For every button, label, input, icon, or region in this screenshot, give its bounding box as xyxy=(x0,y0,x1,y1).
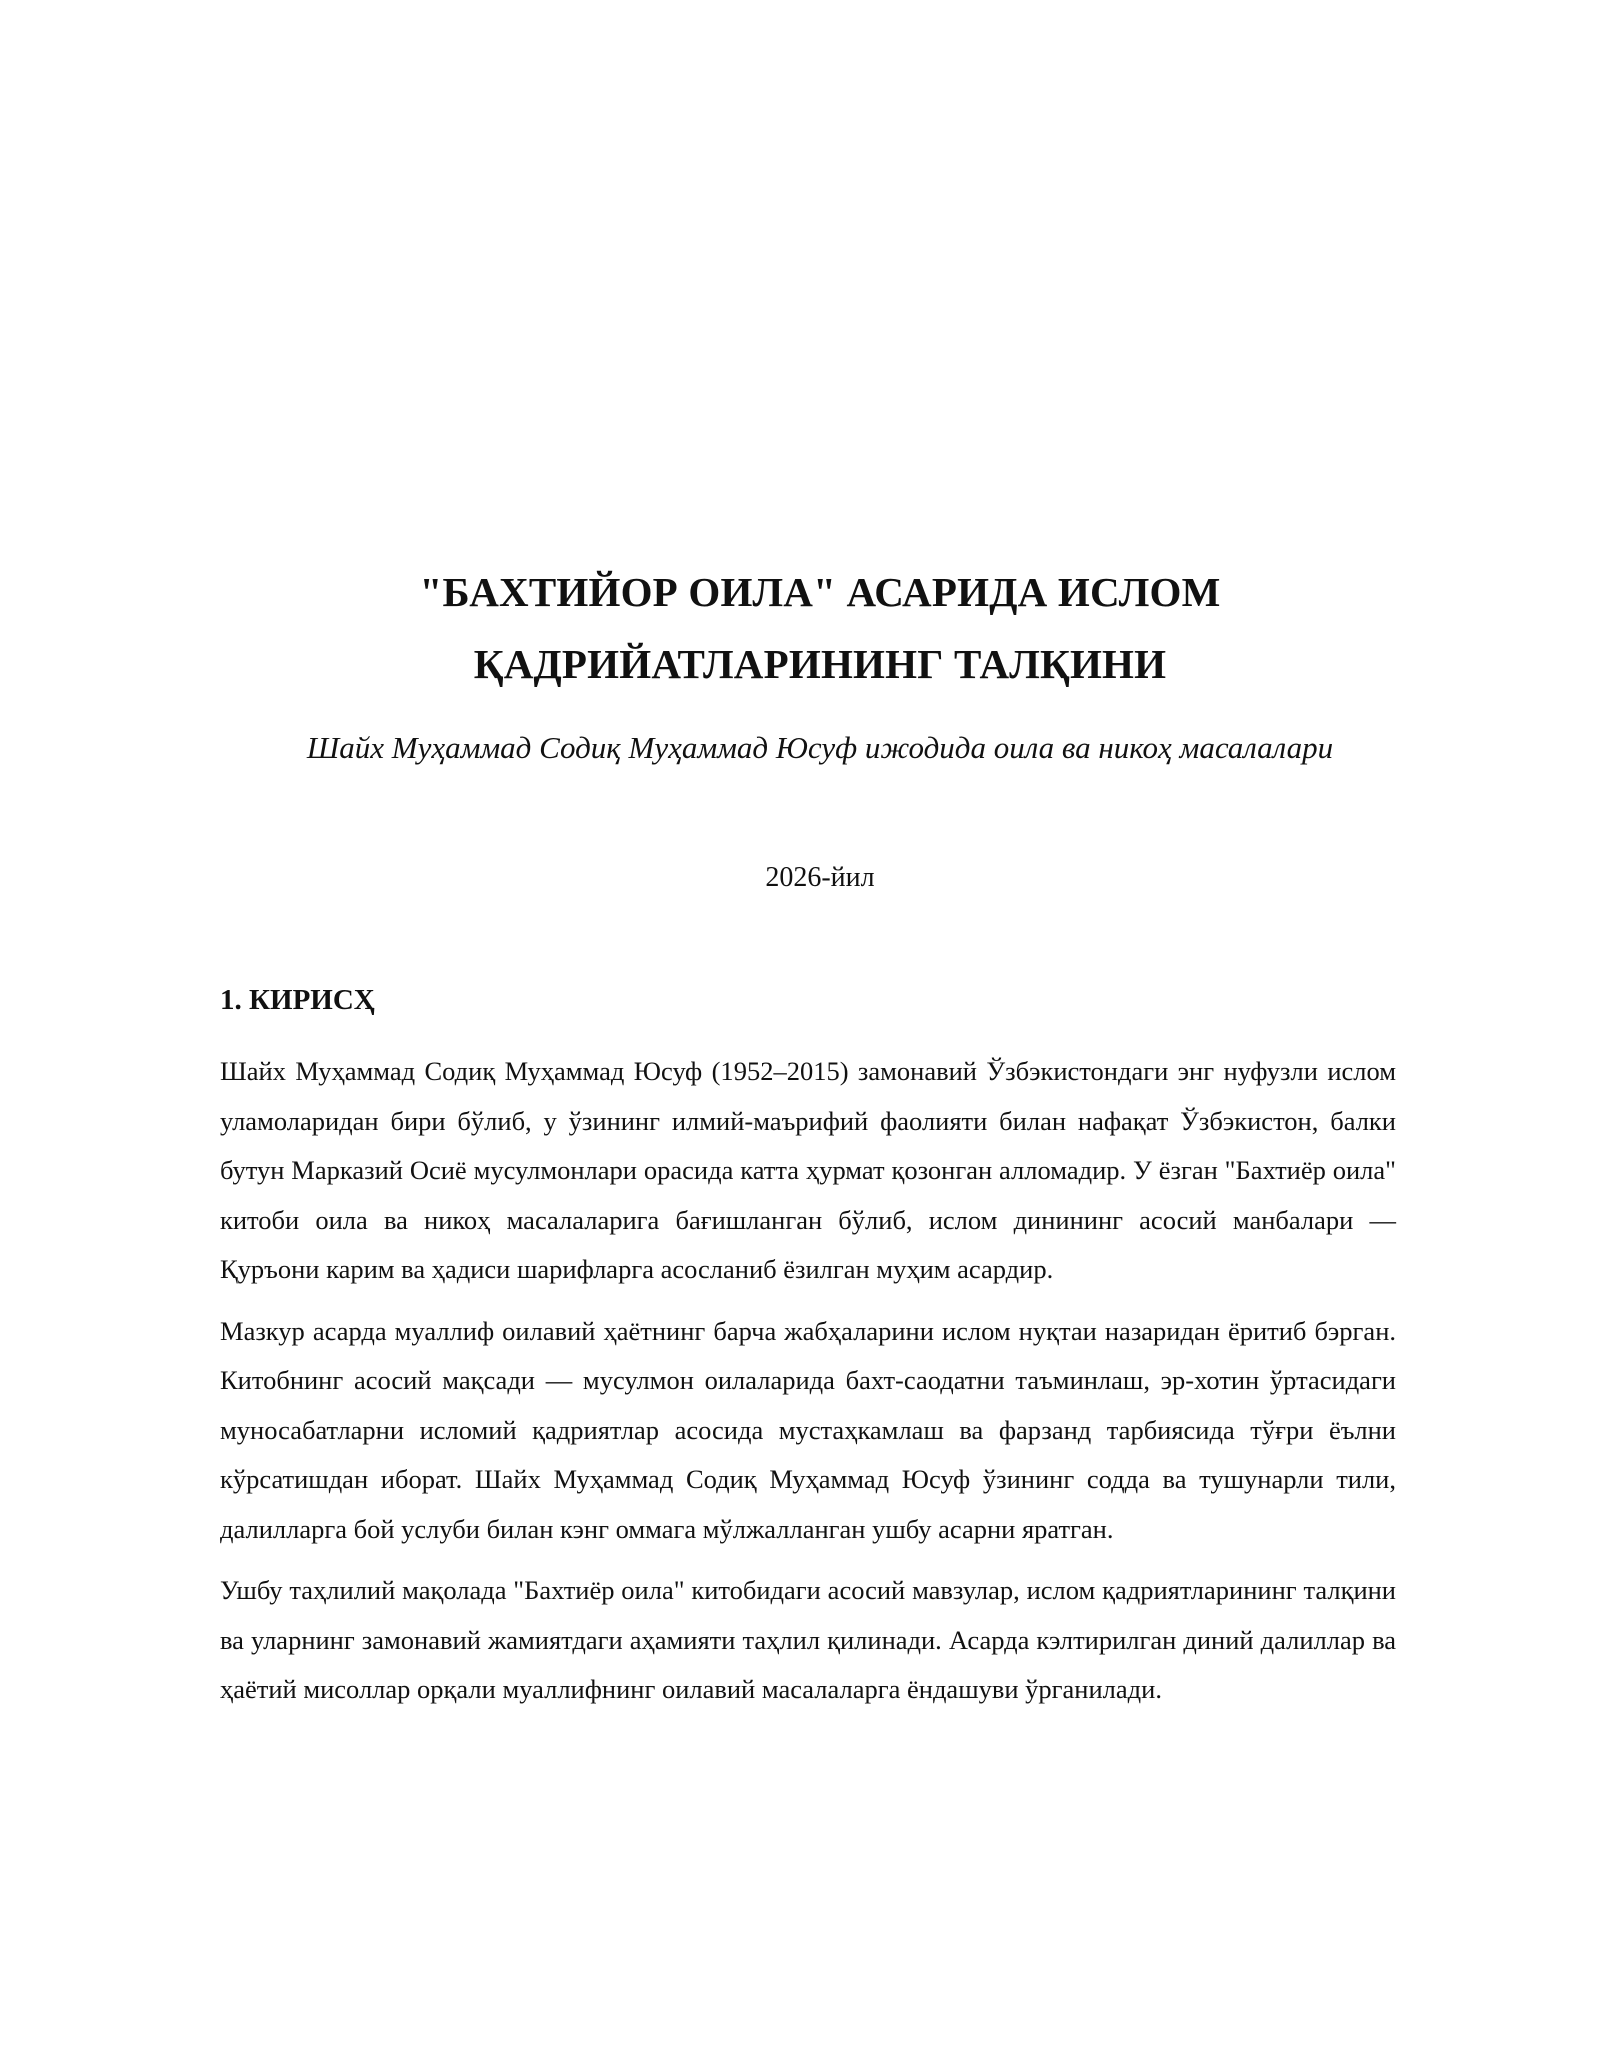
title-line-1: "БАХТИЙОР ОИЛА" АСАРИДА ИСЛОМ xyxy=(419,569,1221,615)
section-heading: 1. КИРИСҲ xyxy=(220,984,375,1016)
paragraph: Шайх Муҳаммад Содиқ Муҳаммад Юсуф (1952–2015) замонавий Ўзбэкистондаги энг нуфузли ислом уламоларидан бири бўлиб, у ўзининг илмий-маърифий фаолияти билан нафақат Ўзбэкистон, балки бутун Марказий Осиё мусулмонлари орасида катта ҳурмат қозонган алломадир. У ёзган "Бахтиёр оила" китоби оила ва никоҳ масалаларига бағишланган бўлиб, ислом динининг асосий манбалари — Қуръони карим ва ҳадиси шарифларга асосланиб ёзилган муҳим асардир. xyxy=(220,1056,1396,1284)
document-subtitle: Шайх Муҳаммад Содиқ Муҳаммад Юсуф ижодида оила ва никоҳ масалалари xyxy=(306,730,1334,765)
paragraph: Мазкур асарда муаллиф оилавий ҳаётнинг барча жабҳаларини ислом нуқтаи назаридан ёритиб бэрган. Китобнинг асосий мақсади — мусулмон оилаларида бахт-саодатни таъминлаш, эр-хотин ўртасидаги муносабатларни исломий қадриятлар асосида мустаҳкамлаш ва фарзанд тарбиясида тўғри ёълни кўрсатишдан иборат. Шайх Муҳаммад Содиқ Муҳаммад Юсуф ўзининг содда ва тушунарли тили, далилларга бой услуби билан кэнг оммага мўлжалланган ушбу асарни яратган. xyxy=(220,1315,1396,1544)
document-title xyxy=(220,556,1420,700)
paragraph: Ушбу таҳлилий мақолада "Бахтиёр оила" китобидаги асосий мавзулар, ислом қадриятларининг талқини ва уларнинг замонавий жамиятдаги аҳамияти таҳлил қилинади. Асарда кэлтирилган диний далиллар ва ҳаётий мисоллар орқали муаллифнинг оилавий масалаларга ёндашуви ўрганилади. xyxy=(220,1575,1396,1704)
document-year: 2026-йил xyxy=(765,862,875,893)
title-line-2: ҚАДРИЙАТЛАРИНИНГ ТАЛҚИНИ xyxy=(473,641,1167,687)
section-body xyxy=(220,1047,1396,1727)
